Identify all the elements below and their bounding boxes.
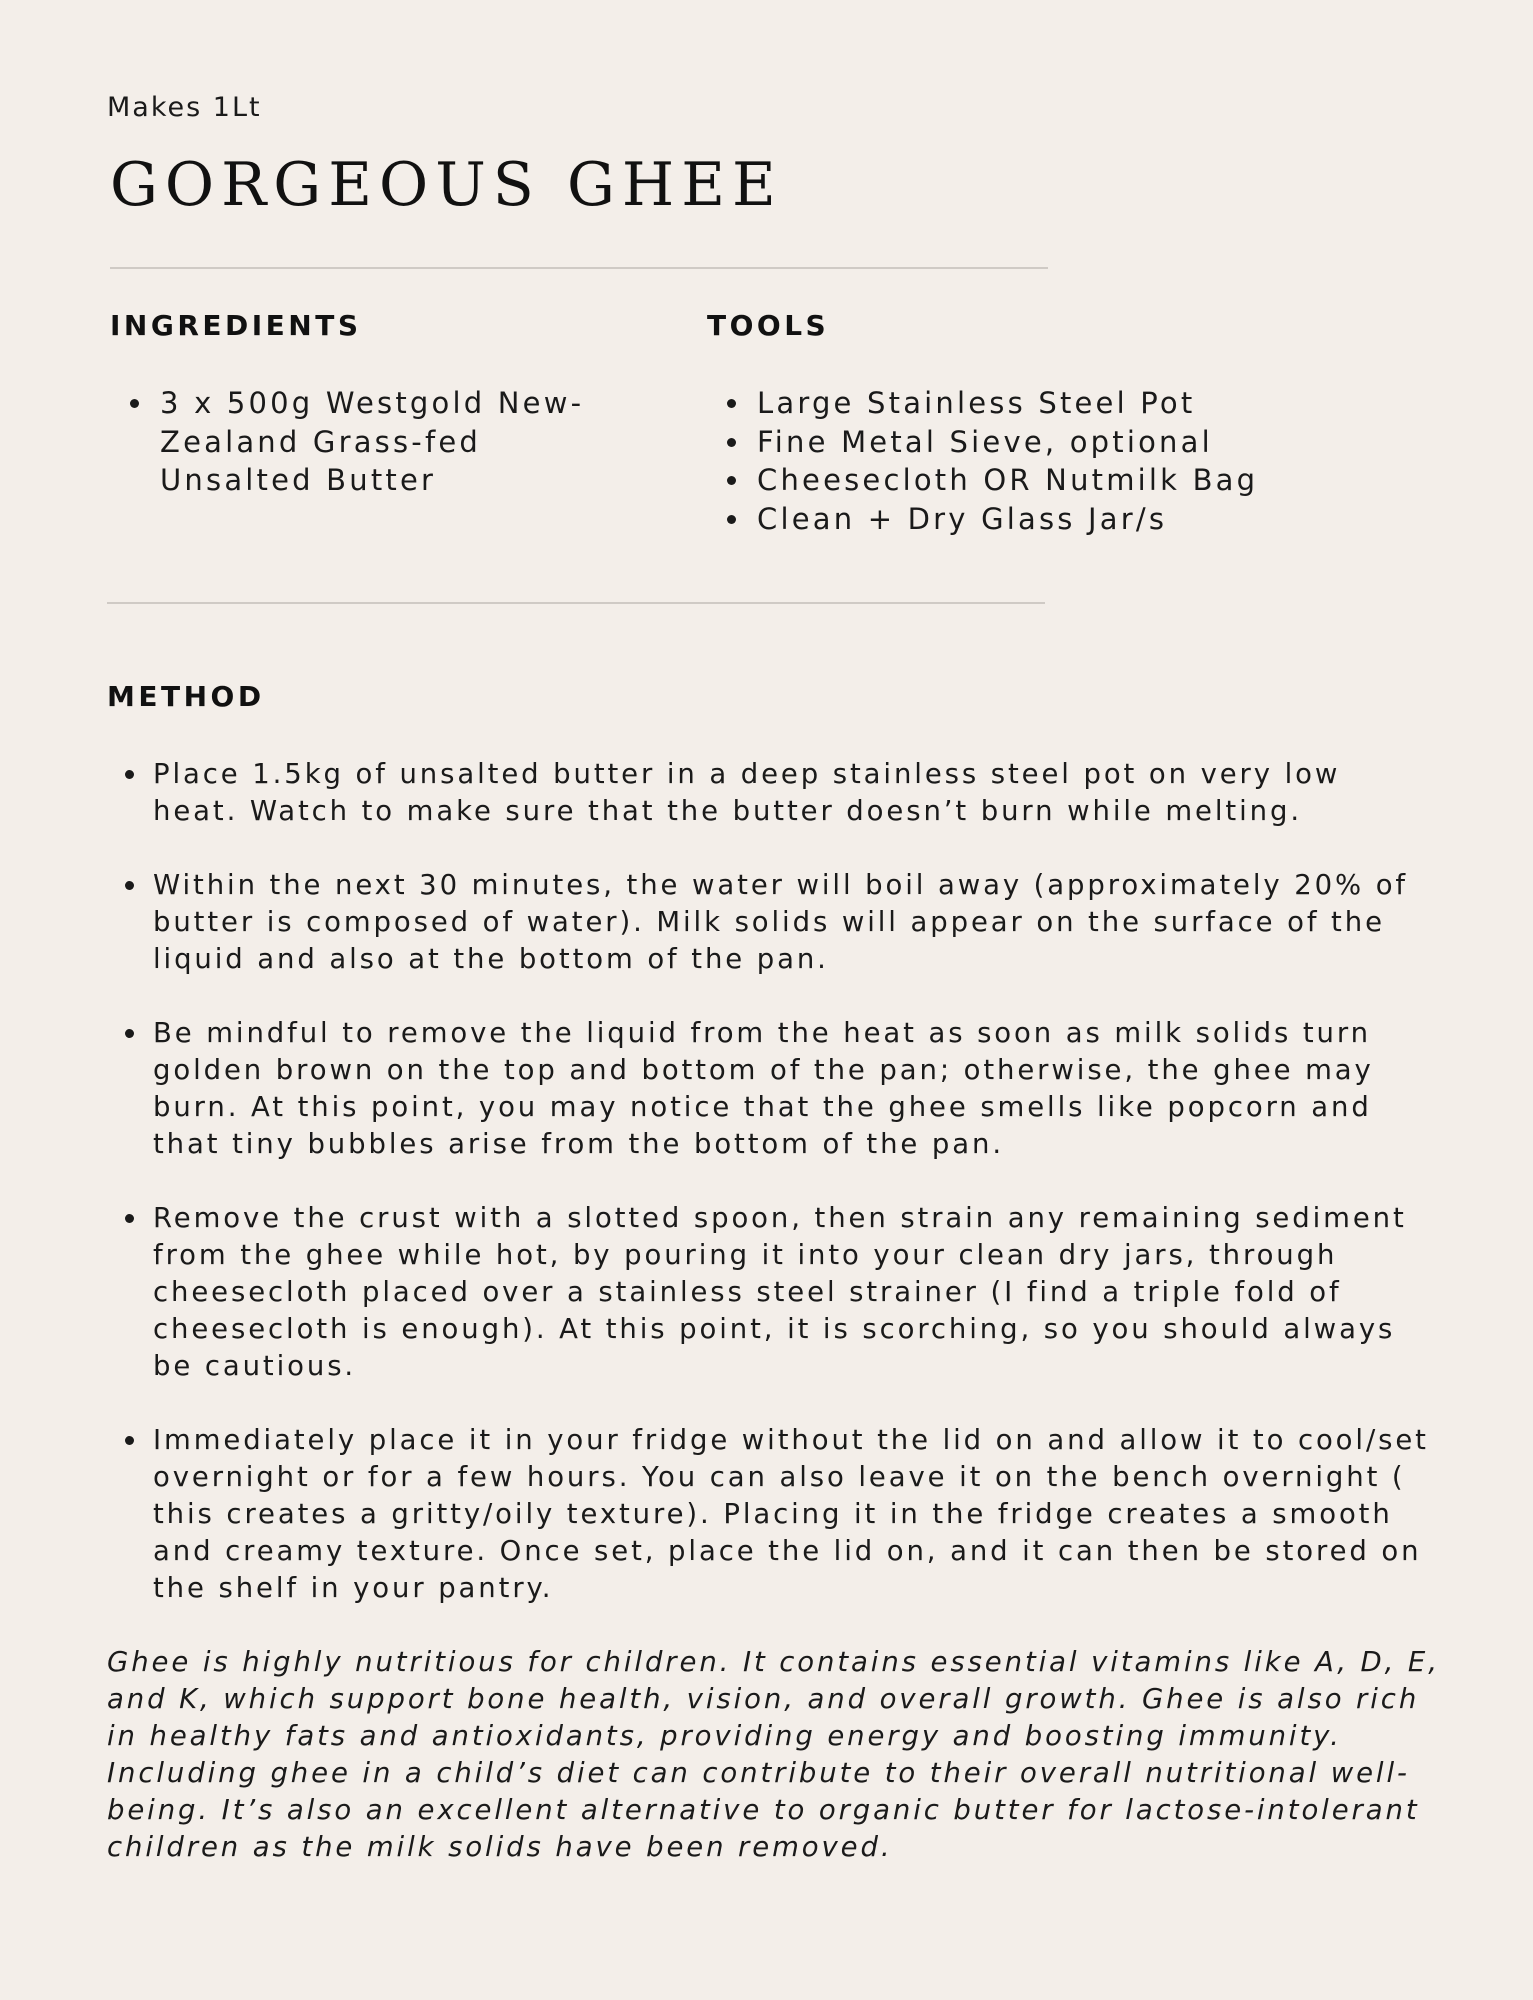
- tool-text: Cheesecloth OR Nutmilk Bag: [757, 463, 1259, 497]
- ingredient-text: 3 x 500g Westgold New-Zealand Grass-fed Unsalted Butter: [160, 386, 585, 497]
- method-step-text: Remove the crust with a slotted spoon, then strain any remaining sediment from the ghee while hot, by pouring it into your clean dry jars, through cheesecloth placed over a stainless steel strainer (I find a triple fold of cheesecloth is enough). At this point, it is scorching, so you should always be cautious.: [153, 1202, 1407, 1382]
- ingredients-list: [160, 384, 600, 500]
- tool-item: [757, 384, 1457, 423]
- divider-top: [110, 267, 1048, 269]
- tool-item: [757, 461, 1457, 500]
- method-step: [153, 1422, 1433, 1607]
- method-step: [153, 867, 1433, 978]
- bullet-icon: [125, 881, 134, 890]
- tool-item: [757, 423, 1457, 462]
- method-step-text: Immediately place it in your fridge without the lid on and allow it to cool/set overnight or for a few hours. You can also leave it on the bench overnight ( this creates a gritty/oily texture). Placing it in the fridge creates a smooth and creamy texture. Once set, place the lid on, and it can then be stored on the shelf in your pantry.: [153, 1424, 1429, 1604]
- method-step: [153, 756, 1433, 830]
- tool-text: Clean + Dry Glass Jar/s: [757, 501, 1168, 536]
- method-steps: [153, 756, 1433, 1644]
- method-step: [153, 1015, 1433, 1163]
- method-step-text: Be mindful to remove the liquid from the heat as soon as milk solids turn golden brown on the top and bottom of the pan; otherwise, the ghee may burn. At this point, you may notice that the ghee smells like popcorn and that tiny bubbles arise from the bottom of the pan.: [153, 1017, 1374, 1160]
- bullet-icon: [125, 1436, 134, 1445]
- recipe-title: GORGEOUS GHEE: [110, 150, 783, 220]
- tools-list: [757, 384, 1457, 538]
- bullet-icon: [125, 1214, 134, 1223]
- method-step-text: Within the next 30 minutes, the water will boil away (approximately 20% of butter is composed of water). Milk solids will appear on the surface of the liquid and also at the bottom of the pan.: [153, 869, 1409, 975]
- tool-item: [757, 500, 1457, 539]
- bullet-icon: [130, 399, 139, 408]
- bullet-icon: [727, 399, 736, 408]
- recipe-yield: Makes 1Lt: [107, 92, 262, 123]
- method-heading: METHOD: [107, 680, 265, 713]
- bullet-icon: [727, 476, 736, 485]
- ingredients-heading: INGREDIENTS: [110, 309, 362, 342]
- divider-middle: [107, 602, 1045, 604]
- tools-heading: TOOLS: [707, 309, 830, 342]
- bullet-icon: [125, 1029, 134, 1038]
- ingredient-item: [160, 384, 600, 500]
- bullet-icon: [727, 515, 736, 524]
- bullet-icon: [727, 438, 736, 447]
- bullet-icon: [125, 770, 134, 779]
- method-step-text: Place 1.5kg of unsalted butter in a deep stainless steel pot on very low heat. Watch to make sure that the butter doesn’t burn while melting.: [153, 758, 1341, 827]
- tool-text: Large Stainless Steel Pot: [757, 386, 1196, 420]
- nutrition-note: Ghee is highly nutritious for children. It contains essential vitamins like A, D, E, and K, which support bone health, vision, and overall growth. Ghee is also rich in healthy fats and antioxidants, providing energy and boosting immunity. Including ghee in a child’s diet can contribute to their overall nutritional well-being. It’s also an excellent alternative to organic butter for lactose-intolerant children as the milk solids have been removed.: [107, 1646, 1440, 1863]
- method-step: [153, 1200, 1433, 1385]
- tool-text: Fine Metal Sieve, optional: [757, 424, 1213, 459]
